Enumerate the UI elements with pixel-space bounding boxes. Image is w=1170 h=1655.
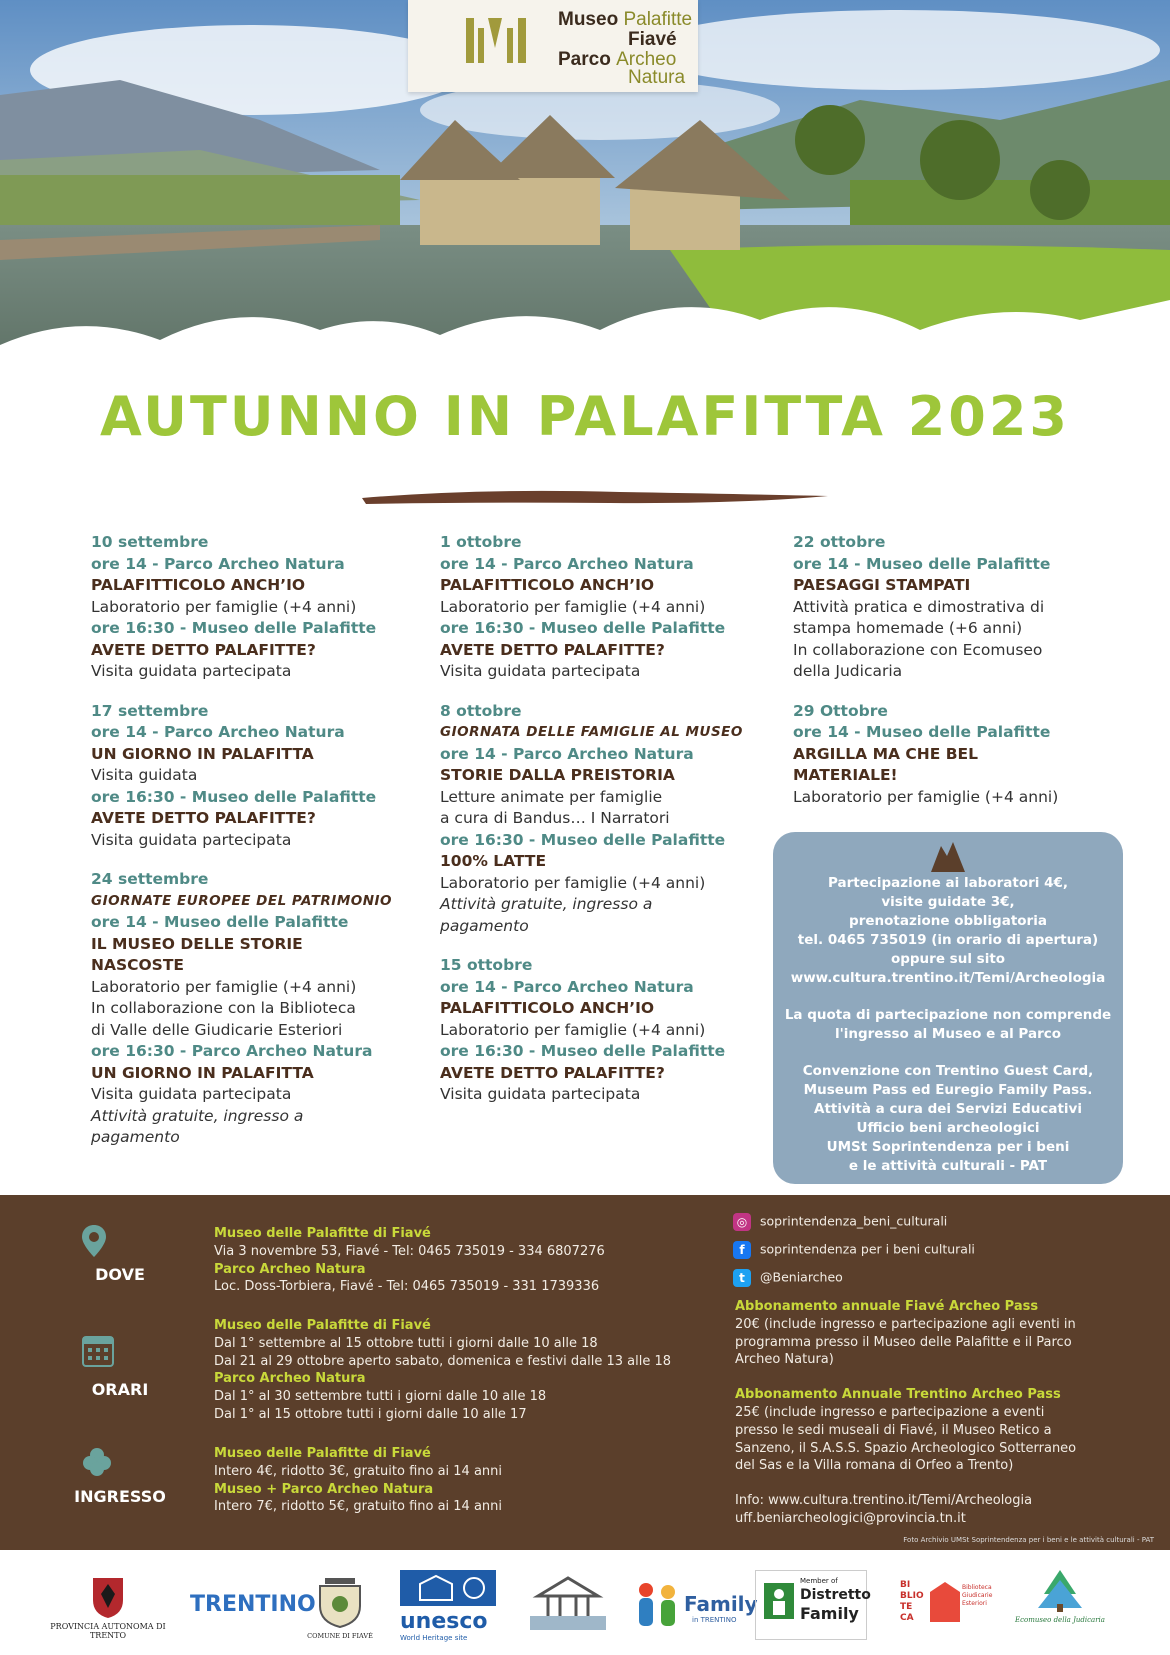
program-column-3 xyxy=(793,532,1058,826)
logo-parco: Parco xyxy=(558,49,611,70)
twitter-link[interactable] xyxy=(733,1269,843,1287)
event-date: 22 ottobre xyxy=(793,533,886,551)
instagram-handle: soprintendenza_beni_culturali xyxy=(760,1213,948,1229)
activity-title: PALAFITTICOLO ANCH’IO xyxy=(440,576,655,594)
activity-desc: a cura di Bandus… I Narratori xyxy=(440,809,670,827)
activity-desc: Letture animate per famiglie xyxy=(440,787,663,806)
pat-text: PROVINCIA AUTONOMA DI TRENTO xyxy=(50,1622,166,1640)
event-time: ore 14 - Parco Archeo Natura xyxy=(440,977,694,996)
activity-title: 100% LATTE xyxy=(440,852,547,870)
pile-dwelling-icon xyxy=(528,1572,608,1632)
logo-natura: Natura xyxy=(628,67,686,88)
pass-desc: Sanzeno, il S.A.S.S. Spazio Archeologico Sotterraneo xyxy=(735,1440,1077,1456)
program-column-1 xyxy=(91,532,392,1167)
activity-title: PALAFITTICOLO ANCH’IO xyxy=(91,576,306,594)
pass-desc: 25€ (include ingresso e partecipazione a eventi xyxy=(735,1404,1045,1420)
activity-desc: di Valle delle Giudicarie Esteriori xyxy=(91,1020,343,1039)
venue-name: Museo delle Palafitte di Fiavé xyxy=(214,1226,431,1241)
pat-logo xyxy=(38,1574,178,1640)
venue-name: Museo + Parco Archeo Natura xyxy=(214,1481,434,1497)
event-time: ore 16:30 - Museo delle Palafitte xyxy=(91,787,377,806)
unesco-emblem-icon xyxy=(400,1570,496,1606)
event-date: 8 ottobre xyxy=(440,701,522,720)
event-time: ore 14 - Museo delle Palafitte xyxy=(91,913,349,931)
info-text xyxy=(773,874,1123,1176)
eagle-crest-icon xyxy=(91,1574,125,1618)
event-time: ore 16:30 - Museo delle Palafitte xyxy=(440,830,726,849)
activity-title: UN GIORNO IN PALAFITTA xyxy=(91,1063,314,1082)
logo-fiave: Fiavé xyxy=(628,29,677,50)
info-phone: tel. 0465 735019 (in orario di apertura) xyxy=(797,932,1099,948)
activity-desc: Laboratorio per famiglie (+4 anni) xyxy=(91,977,357,996)
activity-desc: Visita guidata partecipata xyxy=(91,1085,292,1103)
event-block xyxy=(440,701,743,938)
event-time: ore 16:30 - Museo delle Palafitte xyxy=(91,619,377,637)
opening-hours: Dal 1° settembre al 15 ottobre tutti i giorni dalle 10 alle 18 xyxy=(214,1335,598,1351)
label-dove: DOVE xyxy=(95,1265,145,1284)
event-time: ore 14 - Parco Archeo Natura xyxy=(440,554,694,573)
venue-name: Museo delle Palafitte di Fiavé xyxy=(214,1318,431,1333)
pass-desc: 20€ (include ingresso e partecipazione agli eventi in xyxy=(735,1316,1076,1332)
event-block xyxy=(440,955,743,1106)
info-line: visite guidate 3€, xyxy=(881,894,1015,910)
info-email-link[interactable]: uff.beniarcheologici@provincia.tn.it xyxy=(735,1510,966,1526)
activity-title: IL MUSEO DELLE STORIE xyxy=(91,934,303,953)
activity-desc: Laboratorio per famiglie (+4 anni) xyxy=(440,873,706,892)
facebook-icon: f xyxy=(733,1241,751,1259)
venue-name: Parco Archeo Natura xyxy=(214,1371,366,1387)
info-line: La quota di partecipazione non comprende xyxy=(784,1007,1112,1023)
distretto-icon xyxy=(764,1583,794,1619)
activity-title-cont: NASCOSTE xyxy=(91,956,185,974)
activity-desc: In collaborazione con la Biblioteca xyxy=(91,999,356,1017)
opening-hours: Dal 21 al 29 ottobre aperto sabato, domenica e festivi dalle 13 alle 18 xyxy=(214,1353,672,1369)
palafitte-logo-icon xyxy=(463,8,533,68)
book-icon xyxy=(930,1582,960,1622)
special-event-name: GIORNATA DELLE FAMIGLIE AL MUSEO xyxy=(440,724,743,740)
activity-note: pagamento xyxy=(440,916,529,935)
activity-title: PALAFITTICOLO ANCH’IO xyxy=(440,999,655,1017)
family-text: Family xyxy=(684,1592,758,1616)
activity-desc: In collaborazione con Ecomuseo xyxy=(793,640,1043,659)
activity-desc: Laboratorio per famiglie (+4 anni) xyxy=(440,1020,706,1039)
fiave-logo xyxy=(305,1572,375,1640)
fiave-crest-icon xyxy=(317,1572,363,1628)
info-line: l'ingresso al Museo e al Parco xyxy=(834,1026,1062,1042)
page-title: AUTUNNO IN PALAFITTA 2023 xyxy=(99,385,1071,448)
event-date: 10 settembre xyxy=(91,533,209,551)
activity-desc: stampa homemade (+6 anni) xyxy=(793,619,1023,637)
family-trentino-logo xyxy=(634,1580,758,1634)
event-date: 29 Ottobre xyxy=(793,701,888,720)
activity-desc: Laboratorio per famiglie (+4 anni) xyxy=(793,787,1059,806)
facebook-handle: soprintendenza per i beni culturali xyxy=(760,1241,975,1257)
clover-icon xyxy=(82,1447,112,1477)
unesco-text: unesco xyxy=(400,1609,488,1634)
activity-desc: Attività pratica e dimostrativa di xyxy=(793,597,1045,616)
twitter-handle: @Beniarcheo xyxy=(760,1269,843,1285)
activity-desc: Visita guidata partecipata xyxy=(440,1085,641,1103)
ticket-price: Intero 7€, ridotto 5€, gratuito fino ai 14 anni xyxy=(214,1499,503,1515)
venue-address: Loc. Doss-Torbiera, Fiavé - Tel: 0465 735019 - 331 1739336 xyxy=(214,1279,600,1295)
family2-text: Family xyxy=(800,1604,859,1623)
distretto-family-logo xyxy=(755,1570,871,1640)
museo-logo xyxy=(408,0,698,92)
info-line: prenotazione obbligatoria xyxy=(849,913,1047,929)
activity-desc: Laboratorio per famiglie (+4 anni) xyxy=(440,597,706,616)
activity-title: UN GIORNO IN PALAFITTA xyxy=(91,744,314,763)
calendar-icon xyxy=(82,1333,114,1367)
event-time: ore 14 - Museo delle Palafitte xyxy=(793,723,1051,741)
pass-info xyxy=(735,1298,1076,1528)
activity-title: AVETE DETTO PALAFITTE? xyxy=(91,809,316,827)
distretto-text: Distretto xyxy=(800,1587,871,1603)
palafitte-unesco-logo xyxy=(528,1572,608,1636)
activity-title: AVETE DETTO PALAFITTE? xyxy=(91,640,316,659)
opening-hours: Dal 1° al 15 ottobre tutti i giorni dalle 10 alle 17 xyxy=(214,1406,527,1422)
orari-info xyxy=(214,1317,671,1424)
venue-name: Museo delle Palafitte di Fiavé xyxy=(214,1446,431,1461)
info-box xyxy=(773,832,1123,1184)
biblio2-text: Biblioteca Giudicarie Esteriori xyxy=(962,1584,993,1607)
activity-desc: della Judicaria xyxy=(793,662,903,680)
biblio-text: BI BLIO TE CA xyxy=(900,1580,924,1623)
info-line: Ufficio beni archeologici xyxy=(856,1120,1040,1136)
activity-title: PAESAGGI STAMPATI xyxy=(793,576,971,594)
facebook-link[interactable] xyxy=(733,1241,975,1259)
pass-desc: Archeo Natura) xyxy=(735,1352,834,1368)
event-block xyxy=(793,701,1058,809)
event-date: 24 settembre xyxy=(91,870,209,888)
logo-museo: Museo xyxy=(558,9,619,30)
info-line: Attività a cura dei Servizi Educativi xyxy=(814,1101,1082,1117)
partner-logos-bar xyxy=(0,1550,1170,1655)
pass-desc: programma presso il Museo delle Palafitte e il Parco xyxy=(735,1334,1072,1350)
activity-title: AVETE DETTO PALAFITTE? xyxy=(440,640,665,659)
event-block xyxy=(440,532,743,683)
photo-credit: Foto Archivio UMSt Soprintendenza per i beni e le attività culturali - PAT xyxy=(903,1536,1154,1544)
unesco-logo xyxy=(400,1570,496,1642)
event-date: 17 settembre xyxy=(91,701,209,720)
event-date: 1 ottobre xyxy=(440,533,522,551)
activity-desc: Visita guidata partecipata xyxy=(91,662,292,680)
ecomuseo-text: Ecomuseo della Judicaria xyxy=(1015,1616,1105,1624)
info-line: Museum Pass ed Euregio Family Pass. xyxy=(803,1082,1093,1098)
mountain-icon xyxy=(931,842,965,872)
info-line: Partecipazione ai laboratori 4€, xyxy=(827,875,1069,891)
instagram-icon: ◎ xyxy=(733,1213,751,1231)
special-event-name: GIORNATE EUROPEE DEL PATRIMONIO xyxy=(91,892,393,909)
pass-desc: del Sas e la Villa romana di Orfeo a Trento) xyxy=(735,1458,1014,1474)
trentino-logo: TRENTINO xyxy=(190,1592,316,1617)
brush-stroke-divider xyxy=(360,484,830,508)
activity-desc: Visita guidata partecipata xyxy=(440,662,641,680)
activity-title: ARGILLA MA CHE BEL xyxy=(793,744,978,763)
event-block xyxy=(793,532,1058,683)
activity-title-cont: MATERIALE! xyxy=(793,766,898,784)
pass-title: Abbonamento Annuale Trentino Archeo Pass xyxy=(735,1387,1061,1403)
info-line: oppure sul sito xyxy=(890,951,1006,967)
info-website-link[interactable]: www.cultura.trentino.it/Temi/Archeologia xyxy=(790,970,1106,986)
event-time: ore 14 - Parco Archeo Natura xyxy=(440,744,694,763)
event-time: ore 14 - Parco Archeo Natura xyxy=(91,723,345,741)
info-line: Convenzione con Trentino Guest Card, xyxy=(802,1063,1094,1079)
event-time: ore 14 - Museo delle Palafitte xyxy=(793,554,1051,573)
whs-text: World Heritage site xyxy=(400,1634,468,1642)
footer xyxy=(0,1195,1170,1550)
opening-hours: Dal 1° al 30 settembre tutti i giorni dalle 10 alle 18 xyxy=(214,1389,547,1405)
event-date: 15 ottobre xyxy=(440,956,533,974)
label-orari: ORARI xyxy=(91,1380,149,1399)
logo-palafitte: Palafitte xyxy=(623,9,693,30)
biblioteca-logo xyxy=(900,1580,993,1624)
location-pin-icon xyxy=(82,1225,106,1257)
info-line: UMSt Soprintendenza per i beni xyxy=(826,1139,1070,1155)
family-figures-icon xyxy=(634,1580,682,1630)
event-time: ore 16:30 - Museo delle Palafitte xyxy=(440,1042,726,1060)
event-time: ore 16:30 - Parco Archeo Natura xyxy=(91,1042,373,1060)
program-column-2 xyxy=(440,532,743,1124)
activity-title: STORIE DALLA PREISTORIA xyxy=(440,766,675,784)
activity-note: Attività gratuite, ingresso a xyxy=(440,895,653,913)
dove-info xyxy=(214,1225,605,1296)
activity-desc: Laboratorio per famiglie (+4 anni) xyxy=(91,597,357,616)
pass-title: Abbonamento annuale Fiavé Archeo Pass xyxy=(735,1299,1039,1314)
event-block xyxy=(91,869,392,1149)
activity-note: Attività gratuite, ingresso a xyxy=(91,1106,304,1125)
instagram-link[interactable] xyxy=(733,1213,947,1231)
ingresso-info xyxy=(214,1445,502,1516)
logo-archeo: Archeo xyxy=(616,49,677,70)
activity-desc: Visita guidata xyxy=(91,766,198,784)
ecomuseo-tree-icon xyxy=(1030,1568,1090,1612)
activity-desc: Visita guidata partecipata xyxy=(91,830,292,849)
label-ingresso: INGRESSO xyxy=(74,1487,166,1506)
event-block xyxy=(91,701,392,852)
pass-desc: presso le sedi museali di Fiavé, il Museo Retico a xyxy=(735,1422,1052,1438)
venue-address: Via 3 novembre 53, Fiavé - Tel: 0465 735019 - 334 6807276 xyxy=(214,1243,605,1259)
twitter-icon: t xyxy=(733,1269,751,1287)
event-time: ore 16:30 - Museo delle Palafitte xyxy=(440,619,726,637)
event-time: ore 14 - Parco Archeo Natura xyxy=(91,554,345,573)
info-line: e le attività culturali - PAT xyxy=(848,1158,1048,1174)
family-sub-text: in TRENTINO xyxy=(692,1616,737,1624)
member-text: Member of xyxy=(800,1577,838,1585)
event-block xyxy=(91,532,392,683)
info-website-link[interactable]: Info: www.cultura.trentino.it/Temi/Archeologia xyxy=(735,1493,1033,1509)
ecomuseo-logo xyxy=(1015,1568,1105,1624)
ticket-price: Intero 4€, ridotto 3€, gratuito fino ai 14 anni xyxy=(214,1463,503,1479)
fiave-text: COMUNE DI FIAVÉ xyxy=(307,1632,373,1640)
activity-note: pagamento xyxy=(91,1128,180,1146)
activity-title: AVETE DETTO PALAFITTE? xyxy=(440,1063,665,1082)
venue-name: Parco Archeo Natura xyxy=(214,1261,366,1277)
